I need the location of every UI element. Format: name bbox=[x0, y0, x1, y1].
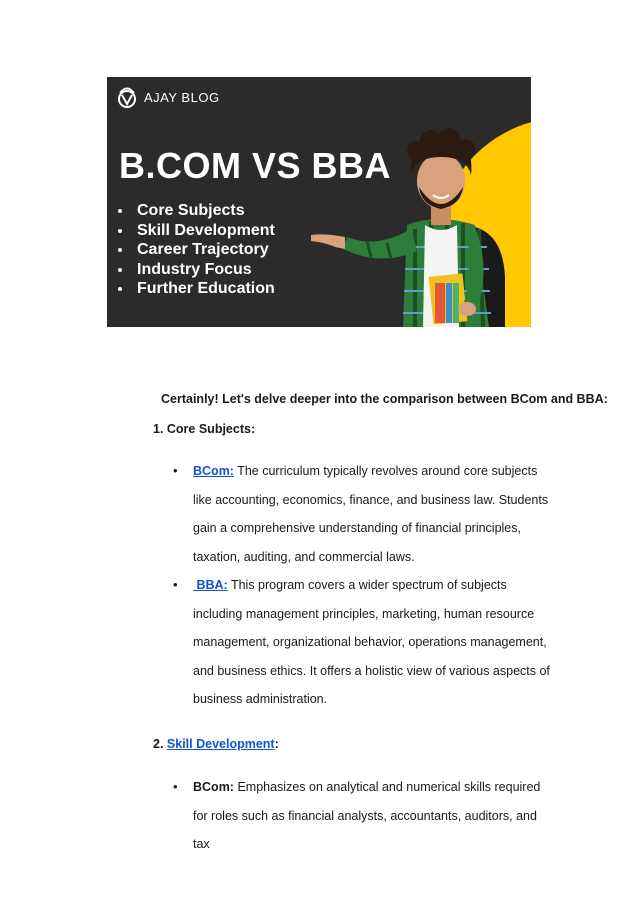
list-item-text: This program covers a wider spectrum of subjects including management principles, marketing, human resource management, organizational behavior, operations management, and business ethics. It offers a holistic view of various aspects of business administration. bbox=[193, 578, 550, 706]
banner-topic: • Career Trajectory bbox=[133, 240, 275, 260]
banner-title: B.COM VS BBA bbox=[119, 145, 392, 186]
skill-development-link[interactable]: Skill Development bbox=[166, 737, 275, 751]
banner-topic: • Further Education bbox=[133, 279, 275, 299]
brand-name: AJAY BLOG bbox=[144, 89, 220, 105]
student-illustration bbox=[307, 117, 531, 327]
core-subjects-list bbox=[170, 457, 550, 714]
banner-topic-list bbox=[115, 201, 275, 299]
brand-logo bbox=[116, 86, 220, 108]
intro-text: Certainly! Let's delve deeper into the comparison between BCom and BBA: bbox=[161, 392, 608, 406]
list-item bbox=[170, 457, 550, 571]
section-suffix: : bbox=[274, 737, 279, 751]
banner-topic: • Core Subjects bbox=[133, 201, 275, 221]
hero-banner bbox=[107, 77, 531, 327]
list-item bbox=[170, 773, 550, 859]
list-item bbox=[170, 571, 550, 714]
banner-topic: • Skill Development bbox=[133, 221, 275, 241]
skill-development-list bbox=[170, 773, 550, 859]
list-item-text: The curriculum typically revolves around core subjects like accounting, economics, finance, and business law. Students gain a comprehensive understanding of financial principles, taxation, auditing, and commercial laws. bbox=[193, 464, 549, 564]
section-number: 2. bbox=[153, 737, 167, 751]
logo-icon bbox=[116, 86, 138, 108]
list-item-text: Emphasizes on analytical and numerical skills required for roles such as financial analysts, accountants, auditors, and tax bbox=[193, 780, 541, 851]
bba-link[interactable]: BBA: bbox=[193, 578, 228, 592]
section-heading-skill-development bbox=[153, 737, 279, 751]
section-heading-core-subjects: 1. Core Subjects: bbox=[153, 422, 256, 436]
banner-topic: • Industry Focus bbox=[133, 260, 275, 280]
bcom-link[interactable]: BCom: bbox=[193, 464, 234, 478]
bcom-term: BCom: bbox=[193, 780, 234, 794]
